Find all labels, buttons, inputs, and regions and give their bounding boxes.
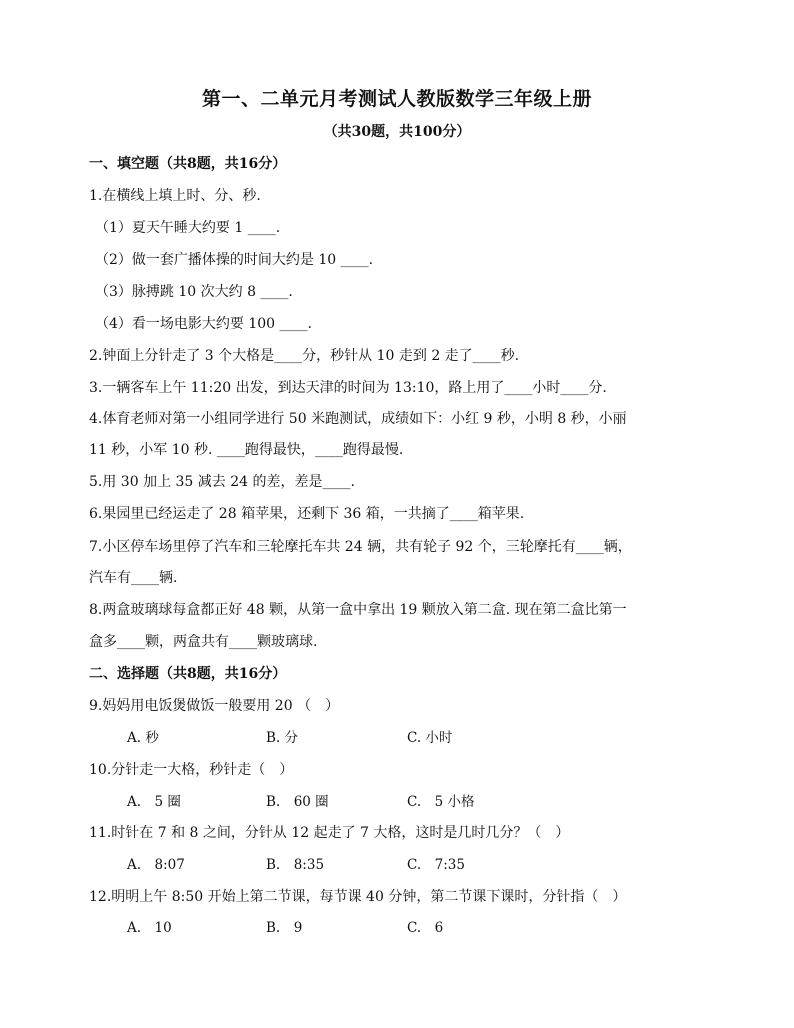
question-line: 5.用 30 加上 35 减去 24 的差，差是____.: [89, 474, 355, 490]
question-line: 3.一辆客车上午 11:20 出发，到达天津的时间为 13:10，路上用了____小时____分.: [89, 380, 607, 396]
option-a: A. 5 圈: [127, 794, 181, 810]
section-heading-fill-in: 一、填空题（共8题，共16分）: [89, 156, 287, 172]
option-c: C. 小时: [407, 730, 453, 746]
option-b: B. 分: [266, 730, 299, 746]
option-a: A. 10: [127, 920, 172, 936]
sub-question-line: （1）夏天午睡大约要 1 ____.: [95, 220, 281, 236]
question-line: 11 秒，小军 10 秒. ____跑得最快，____跑得最慢.: [89, 442, 404, 458]
option-b: B. 60 圈: [266, 794, 329, 810]
option-a: A. 8:07: [127, 857, 185, 873]
question-line: 11.时针在 7 和 8 之间，分针从 12 起走了 7 大格，这时是几时几分？（ ）: [89, 825, 570, 841]
question-line: 汽车有____辆.: [89, 570, 178, 586]
question-line: 10.分针走一大格，秒针走（ ）: [89, 762, 294, 778]
exam-title: 第一、二单元月考测试人教版数学三年级上册: [201, 88, 592, 110]
question-line: 6.果园里已经运走了 28 箱苹果，还剩下 36 箱，一共摘了____箱苹果.: [89, 506, 525, 522]
question-line: 4.体育老师对第一小组同学进行 50 米跑测试，成绩如下：小红 9 秒，小明 8 秒，小丽: [89, 411, 627, 427]
question-line: 7.小区停车场里停了汽车和三轮摩托车共 24 辆，共有轮子 92 个，三轮摩托有____辆，: [89, 539, 632, 555]
option-b: B. 8:35: [266, 857, 325, 873]
section-heading-choice: 二、选择题（共8题，共16分）: [89, 666, 287, 682]
question-line: 8.两盒玻璃球每盒都正好 48 颗，从第一盒中拿出 19 颗放入第二盒. 现在第二盒比第一: [89, 602, 627, 618]
option-a: A. 秒: [127, 730, 159, 746]
exam-subtitle: （共30题，共100分）: [323, 124, 471, 140]
option-c: C. 7:35: [407, 857, 465, 873]
sub-question-line: （4）看一场电影大约要 100 ____.: [95, 316, 312, 332]
question-line: 9.妈妈用电饭煲做饭一般要用 20 （ ）: [89, 698, 340, 714]
option-c: C. 5 小格: [407, 794, 475, 810]
option-b: B. 9: [266, 920, 303, 936]
question-line: 2.钟面上分针走了 3 个大格是____分，秒针从 10 走到 2 走了____秒.: [89, 348, 520, 364]
question-line: 盒多____颗，两盒共有____颗玻璃球.: [89, 634, 318, 650]
sub-question-line: （3）脉搏跳 10 次大约 8 ____.: [95, 284, 293, 300]
question-line: 12.明明上午 8:50 开始上第二节课，每节课 40 分钟，第二节课下课时，分针指（ ）: [89, 889, 627, 905]
question-line: 1.在横线上填上时、分、秒.: [89, 188, 261, 204]
sub-question-line: （2）做一套广播体操的时间大约是 10 ____.: [95, 252, 374, 268]
option-c: C. 6: [407, 920, 444, 936]
